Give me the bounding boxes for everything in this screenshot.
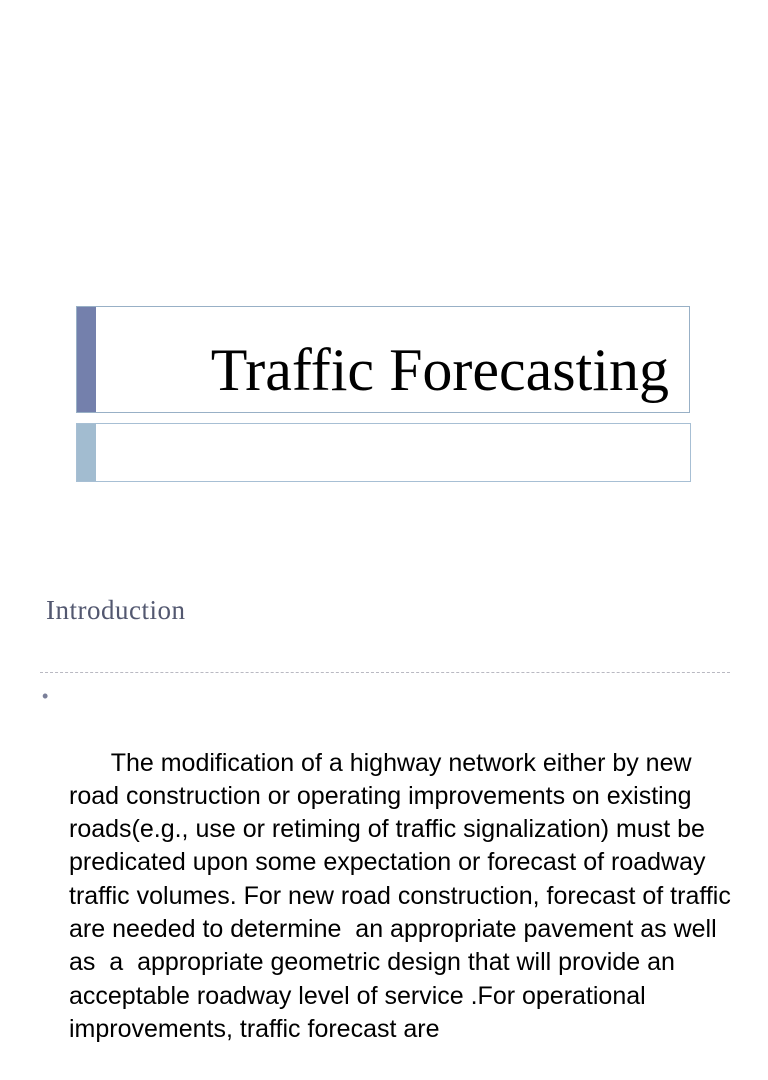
heading-divider [40,672,730,673]
slide-heading: Introduction [46,595,186,625]
bullet-list [42,680,738,1080]
slide-title: Traffic Forecasting [210,337,669,403]
title-accent-bar [77,307,96,412]
title-box [76,306,690,413]
bullet-icon: • [42,686,49,706]
content-slide [0,560,768,1043]
bullet-text: The modification of a highway network either by new road construction or operating improvements on existing roads(e.g., use or retiming of traffic signalization) must be predicated upon some expectation or forecast of roadway traffic volumes. For new road construction, forecast of traffic are needed to determine an appropriate pavement as well as a appropriate geometric design that will provide an acceptable roadway level of service .For operational improvements, traffic forecast are [69,748,738,1043]
subtitle-accent-bar [77,424,96,481]
list-item [42,680,738,1080]
subtitle-box [76,423,691,482]
